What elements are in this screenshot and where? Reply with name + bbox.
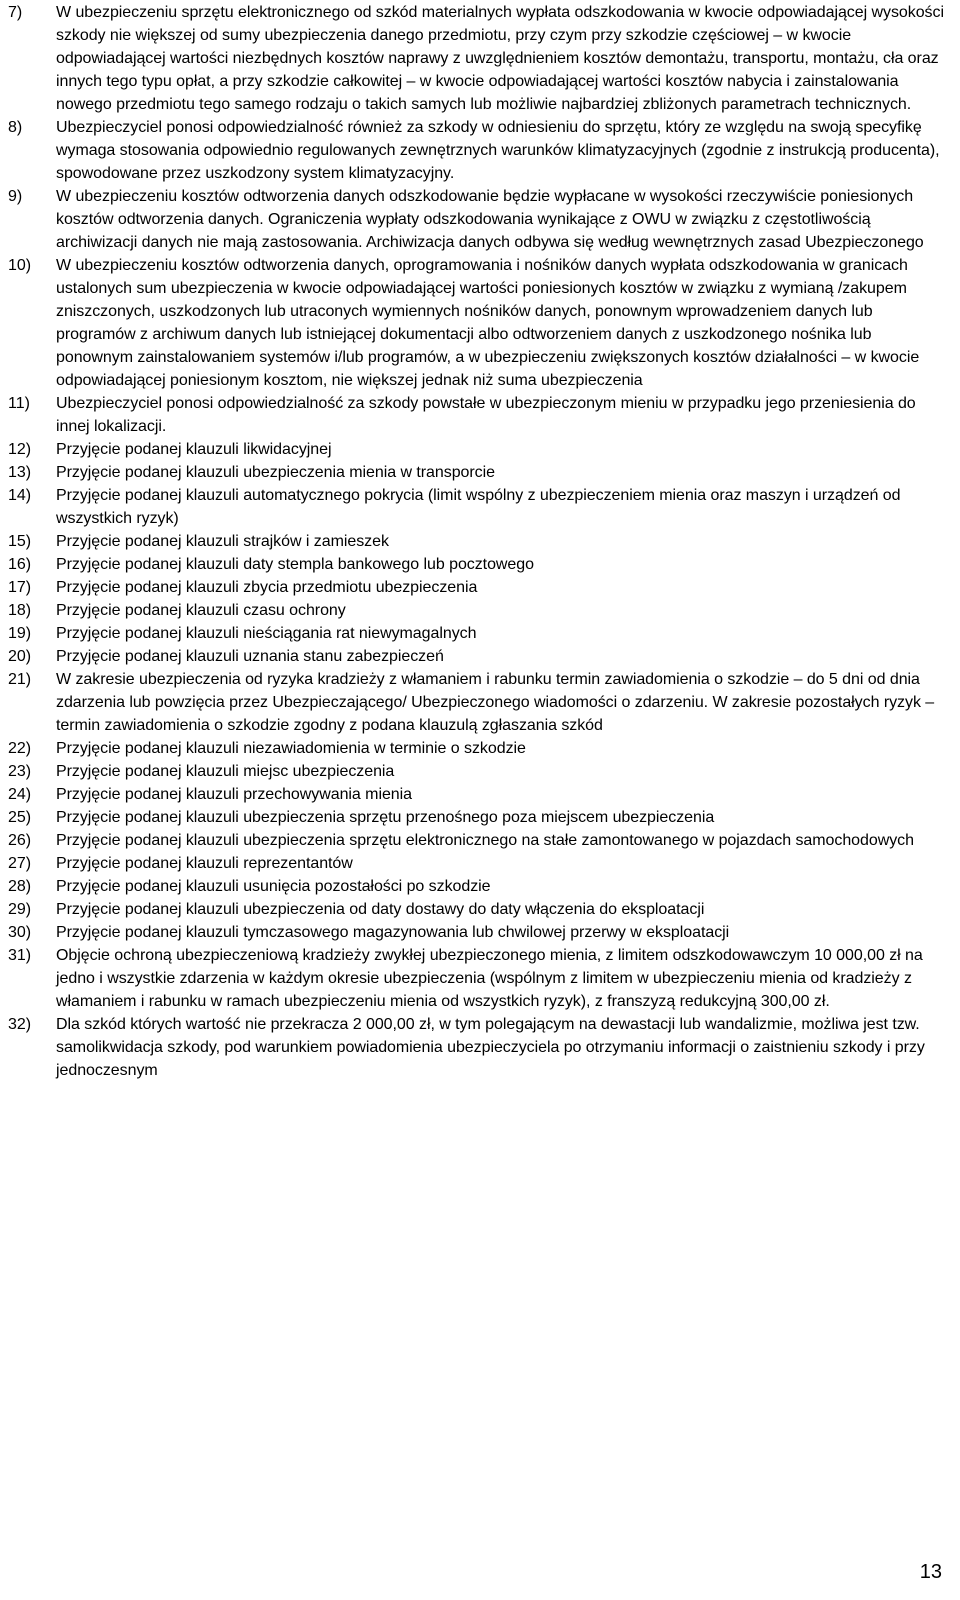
list-item <box>8 392 944 438</box>
item-number: 9) <box>8 188 23 205</box>
item-number: 13) <box>8 464 32 481</box>
list-item <box>8 461 944 484</box>
list-item <box>8 737 944 760</box>
item-text: Przyjęcie podanej klauzuli miejsc ubezpieczenia <box>56 763 395 780</box>
item-text: Przyjęcie podanej klauzuli przechowywania mienia <box>56 786 413 803</box>
item-number: 17) <box>8 579 32 596</box>
list-item <box>8 576 944 599</box>
item-text: Przyjęcie podanej klauzuli daty stempla bankowego lub pocztowego <box>56 556 534 573</box>
item-number: 32) <box>8 1016 32 1033</box>
list-item <box>8 1013 944 1082</box>
item-text: Przyjęcie podanej klauzuli reprezentantów <box>56 855 353 872</box>
list-item <box>8 760 944 783</box>
item-text: Dla szkód których wartość nie przekracza 2 000,00 zł, w tym polegającym na dewastacji lub wandalizmie, możliwa jest tzw. samolikwidacja szkody, pod warunkiem powiadomienia ubezpieczyciela po otrzymaniu informacji o zaistnieniu szkody i przy jednoczesnym <box>56 1016 925 1079</box>
list-item <box>8 622 944 645</box>
item-number: 21) <box>8 671 32 688</box>
item-number: 26) <box>8 832 32 849</box>
item-number: 11) <box>8 395 30 412</box>
item-text: Przyjęcie podanej klauzuli strajków i zamieszek <box>56 533 389 550</box>
item-number: 29) <box>8 901 32 918</box>
item-number: 10) <box>8 257 32 274</box>
list-item <box>8 806 944 829</box>
item-text: W ubezpieczeniu kosztów odtworzenia danych, oprogramowania i nośników danych wypłata odszkodowania w granicach ustalonych sum ubezpieczenia w kwocie odpowiadającej wartości poniesionych kosztów w związku z wymianą /zakupem zniszczonych, uszkodzonych lub utraconych wymiennych nośników danych, ponownym wprowadzeniem danych lub programów z archiwum danych lub istniejącej dokumentacji albo odtworzeniem danych z uszkodzonego nośnika lub ponownym zainstalowaniem systemów i/lub programów, a w ubezpieczeniu zwiększonych kosztów działalności – w kwocie odpowiadającej poniesionym kosztom, nie większej jednak niż suma ubezpieczenia <box>56 257 920 389</box>
item-number: 30) <box>8 924 32 941</box>
item-text: Przyjęcie podanej klauzuli automatycznego pokrycia (limit wspólny z ubezpieczeniem mienia oraz maszyn i urządzeń od wszystkich ryzyk) <box>56 487 901 527</box>
item-number: 23) <box>8 763 32 780</box>
item-text: Przyjęcie podanej klauzuli ubezpieczenia od daty dostawy do daty włączenia do eksploatacji <box>56 901 705 918</box>
list-item <box>8 254 944 392</box>
item-text: Przyjęcie podanej klauzuli likwidacyjnej <box>56 441 332 458</box>
clause-list <box>8 1 944 1082</box>
list-item <box>8 599 944 622</box>
list-item <box>8 438 944 461</box>
item-text: Przyjęcie podanej klauzuli ubezpieczenia sprzętu elektronicznego na stałe zamontowanego w pojazdach samochodowych <box>56 832 914 849</box>
list-item <box>8 944 944 1013</box>
item-number: 22) <box>8 740 32 757</box>
item-number: 8) <box>8 119 23 136</box>
list-item <box>8 668 944 737</box>
item-text: Przyjęcie podanej klauzuli ubezpieczenia mienia w transporcie <box>56 464 495 481</box>
list-item <box>8 553 944 576</box>
item-text: Przyjęcie podanej klauzuli tymczasowego magazynowania lub chwilowej przerwy w eksploatacji <box>56 924 730 941</box>
page-number: 13 <box>919 1561 942 1583</box>
item-number: 31) <box>8 947 32 964</box>
item-number: 15) <box>8 533 32 550</box>
item-text: Objęcie ochroną ubezpieczeniową kradzieży zwykłej ubezpieczonego mienia, z limitem odszkodowawczym 10 000,00 zł na jedno i wszystkie zdarzenia w każdym okresie ubezpieczenia (wspólnym z limitem w ubezpieczeniu mienia od kradzieży z włamaniem i rabunku w ramach ubezpieczeniu mienia od wszystkich ryzyk), z franszyzą redukcyjną 300,00 zł. <box>56 947 923 1010</box>
item-text: Przyjęcie podanej klauzuli nieściągania rat niewymagalnych <box>56 625 477 642</box>
list-item <box>8 783 944 806</box>
list-item <box>8 852 944 875</box>
list-item <box>8 898 944 921</box>
item-number: 14) <box>8 487 32 504</box>
item-number: 20) <box>8 648 32 665</box>
item-text: W ubezpieczeniu kosztów odtworzenia danych odszkodowanie będzie wypłacane w wysokości rzeczywiście poniesionych kosztów odtworzenia danych. Ograniczenia wypłaty odszkodowania wynikające z OWU w związku z częstotliwością archiwizacji danych nie mają zastosowania. Archiwizacja danych odbywa się według wewnętrznych zasad Ubezpieczonego <box>56 188 924 251</box>
item-number: 7) <box>8 4 23 21</box>
item-number: 19) <box>8 625 32 642</box>
item-number: 24) <box>8 786 32 803</box>
list-item <box>8 1 944 116</box>
list-item <box>8 116 944 185</box>
item-number: 18) <box>8 602 32 619</box>
list-item <box>8 875 944 898</box>
list-item <box>8 921 944 944</box>
list-item <box>8 185 944 254</box>
item-text: Przyjęcie podanej klauzuli niezawiadomienia w terminie o szkodzie <box>56 740 526 757</box>
item-number: 12) <box>8 441 32 458</box>
item-text: Przyjęcie podanej klauzuli czasu ochrony <box>56 602 346 619</box>
item-text: Przyjęcie podanej klauzuli usunięcia pozostałości po szkodzie <box>56 878 491 895</box>
item-text: Przyjęcie podanej klauzuli uznania stanu zabezpieczeń <box>56 648 444 665</box>
list-item <box>8 829 944 852</box>
list-item <box>8 484 944 530</box>
item-text: Przyjęcie podanej klauzuli ubezpieczenia sprzętu przenośnego poza miejscem ubezpieczenia <box>56 809 715 826</box>
item-number: 27) <box>8 855 32 872</box>
item-text: Przyjęcie podanej klauzuli zbycia przedmiotu ubezpieczenia <box>56 579 478 596</box>
item-text: W ubezpieczeniu sprzętu elektronicznego od szkód materialnych wypłata odszkodowania w kwocie odpowiadającej wysokości szkody nie większej od sumy ubezpieczenia danego przedmiotu, przy czym przy szkodzie częściowej – w kwocie odpowiadającej wartości niezbędnych kosztów naprawy z uwzględnieniem kosztów demontażu, transportu, montażu, cła oraz innych tego typu opłat, a przy szkodzie całkowitej – w kwocie odpowiadającej wartości kosztów nabycia i zainstalowania nowego przedmiotu tego samego rodzaju o takich samych lub możliwie najbardziej zbliżonych parametrach technicznych. <box>56 4 944 113</box>
item-number: 16) <box>8 556 32 573</box>
list-item <box>8 645 944 668</box>
item-number: 25) <box>8 809 32 826</box>
item-text: Ubezpieczyciel ponosi odpowiedzialność za szkody powstałe w ubezpieczonym mieniu w przypadku jego przeniesienia do innej lokalizacji. <box>56 395 916 435</box>
item-text: Ubezpieczyciel ponosi odpowiedzialność również za szkody w odniesieniu do sprzętu, który ze względu na swoją specyfikę wymaga stosowania odpowiednio regulowanych zewnętrznych warunków klimatyzacyjnych (zgodnie z instrukcją producenta), spowodowane przez uszkodzony system klimatyzacyjny. <box>56 119 940 182</box>
item-number: 28) <box>8 878 32 895</box>
item-text: W zakresie ubezpieczenia od ryzyka kradzieży z włamaniem i rabunku termin zawiadomienia o szkodzie – do 5 dni od dnia zdarzenia lub powzięcia przez Ubezpieczającego/ Ubezpieczonego wiadomości o zdarzeniu. W zakresie pozostałych ryzyk – termin zawiadomienia o szkodzie zgodny z podana klauzulą zgłaszania szkód <box>56 671 935 734</box>
list-item <box>8 530 944 553</box>
